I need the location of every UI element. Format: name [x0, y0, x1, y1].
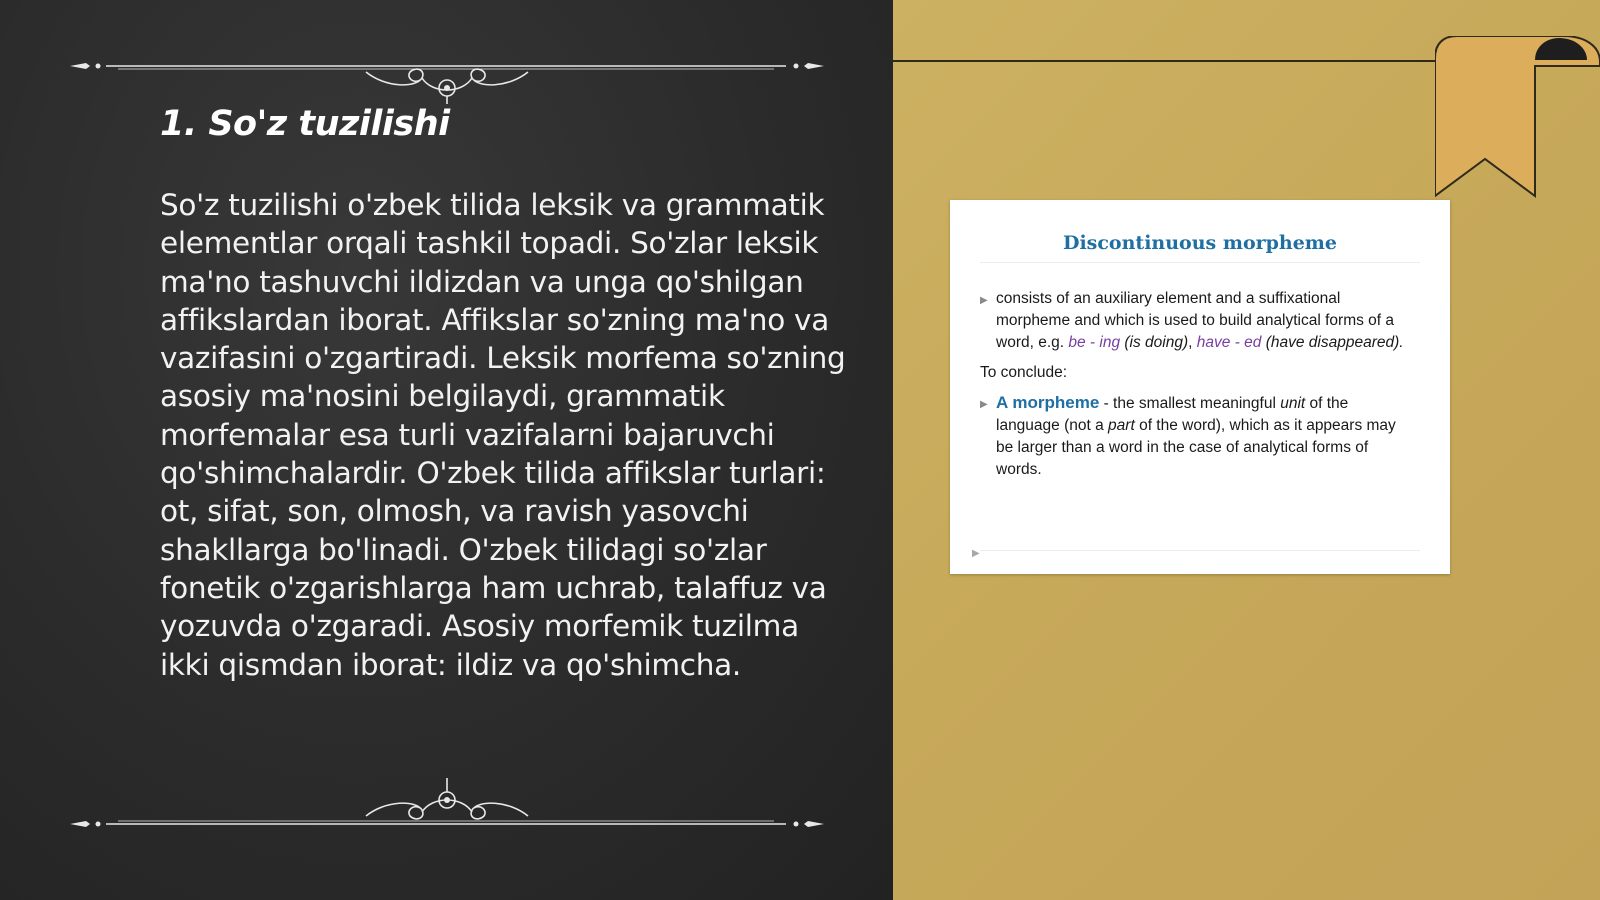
bottom-ornament-divider [66, 772, 828, 832]
bullet2-text-a: - the smallest meaningful [1099, 395, 1281, 412]
embedded-bullet-1 [980, 288, 1410, 354]
bullet1-separator: , [1188, 334, 1197, 351]
bullet1-end: . [1399, 334, 1404, 351]
example-have-ed: have - ed [1196, 334, 1262, 351]
example-have-ed-note: (have disappeared) [1261, 334, 1400, 351]
triangle-right-icon: ▶ [980, 295, 988, 306]
example-be-ing-note: (is doing) [1120, 334, 1189, 351]
embedded-bottom-rule [980, 550, 1420, 551]
bullet2-text-b: of the language (not a [996, 395, 1349, 434]
embedded-slide-title: Discontinuous morpheme [1062, 232, 1338, 254]
bookmark-ribbon-icon [1435, 36, 1600, 200]
triangle-right-icon: ▶ [980, 399, 988, 410]
embedded-title-rule [980, 262, 1420, 263]
example-be-ing: be - ing [1068, 334, 1121, 351]
morpheme-term: A morpheme [996, 393, 1100, 412]
word-part: part [1108, 417, 1135, 434]
bullet1-text: consists of an auxiliary element and a suffixational morpheme and which is used to build analytical forms of a word, e.g. [996, 290, 1395, 351]
to-conclude-label: To conclude: [980, 364, 1068, 381]
embedded-bullet-2 [980, 392, 1410, 481]
slide-title: 1. So'z tuzilishi [160, 104, 450, 144]
word-unit: unit [1280, 395, 1306, 412]
slide-body-text: So'z tuzilishi o'zbek tilida leksik va grammatik elementlar orqali tashkil topadi. So'zlar leksik ma'no tashuvchi ildizdan va unga qo'shilgan affikslardan iborat. Affikslar so'zning ma'no va vazifasini o'zgartiradi. Leksik morfema so'zning asosiy ma'nosini belgilaydi, grammatik morfemalar esa turli vazifalarni bajaruvchi qo'shimchalardir. O'zbek tilida affikslar turlari: ot, sifat, son, olmosh, va ravish yasovchi shakllarga bo'linadi. O'zbek tilidagi so'zlar fonetik o'zgarishlarga ham uchrab, talaffuz va yozuvda o'zgaradi. Asosiy morfemik tuzilma ikki qismdan iborat: ildiz va qo'shimcha. [160, 188, 846, 682]
embedded-slide-image [950, 200, 1450, 574]
bullet2-text-c: of the word), which as it appears may be larger than a word in the case of analytical forms of words. [996, 417, 1396, 478]
triangle-right-icon: ▶ [972, 548, 980, 559]
embedded-slide-content [980, 288, 1410, 481]
top-ornament-divider [66, 44, 828, 104]
